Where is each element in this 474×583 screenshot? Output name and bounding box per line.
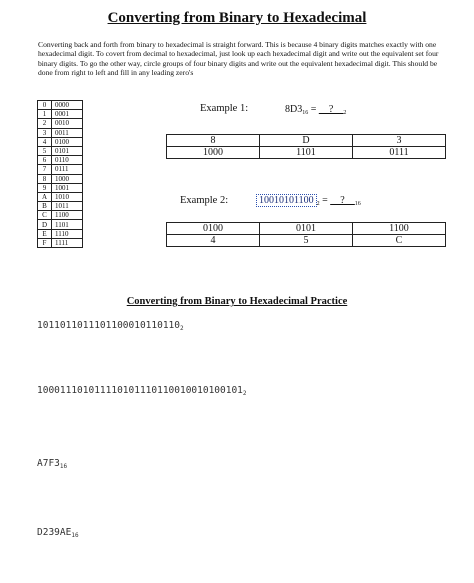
example-2-binary-cell: 0100 <box>167 223 260 235</box>
example-2-to-base: 16 <box>354 201 361 207</box>
lookup-row <box>38 202 83 211</box>
example-2-from-base: 2 <box>316 201 320 207</box>
lookup-row <box>38 192 83 201</box>
lookup-binary-cell: 1111 <box>52 238 83 247</box>
lookup-binary-cell: 0001 <box>52 110 83 119</box>
hex-binary-lookup-table <box>37 100 83 248</box>
lookup-row <box>38 101 83 110</box>
lookup-binary-cell: 1000 <box>52 174 83 183</box>
intro-paragraph: Converting back and forth from binary to hexadecimal is straight forward. This is because 4 binary digits matches exactly with one hexadecimal digit. To covert from decimal to hexadecimal, just look up each hexadecimal digit and write out the equivalent set four binary digits. To go the other way, circle groups of four binary digits and write out the equivalent hexadecimal digit. This should be done from right to left and fill in any leading zero's <box>38 40 439 78</box>
example-2-equals: = <box>319 195 331 206</box>
example-1-problem <box>285 104 346 116</box>
example-2-label: Example 2: <box>180 195 229 206</box>
practice-problem-value: 100011101011110101110110010010100101 <box>37 385 243 396</box>
practice-problem-1 <box>37 320 184 332</box>
lookup-hex-cell: 1 <box>38 110 52 119</box>
lookup-binary-cell: 1001 <box>52 183 83 192</box>
practice-problem-base: 16 <box>71 532 79 539</box>
example-2-blank: __?__ <box>330 195 355 206</box>
lookup-binary-cell: 0000 <box>52 101 83 110</box>
example-1-binary-cell: 1000 <box>167 147 260 159</box>
lookup-binary-cell: 0101 <box>52 146 83 155</box>
lookup-row <box>38 238 83 247</box>
lookup-binary-cell: 0011 <box>52 128 83 137</box>
practice-problem-2 <box>37 385 247 397</box>
lookup-row <box>38 183 83 192</box>
example-2-hex-row <box>167 235 446 247</box>
lookup-row <box>38 156 83 165</box>
lookup-hex-cell: F <box>38 238 52 247</box>
lookup-row <box>38 220 83 229</box>
lookup-row <box>38 174 83 183</box>
lookup-hex-cell: 0 <box>38 101 52 110</box>
lookup-binary-cell: 1011 <box>52 202 83 211</box>
lookup-hex-cell: A <box>38 192 52 201</box>
lookup-binary-cell: 0111 <box>52 165 83 174</box>
lookup-hex-cell: 2 <box>38 119 52 128</box>
example-1-equals: = <box>308 104 319 115</box>
lookup-binary-cell: 1100 <box>52 211 83 220</box>
lookup-row <box>38 165 83 174</box>
example-2-binary-row <box>167 223 446 235</box>
lookup-binary-cell: 1110 <box>52 229 83 238</box>
practice-problem-value: D239AE <box>37 527 72 538</box>
practice-problem-base: 16 <box>59 463 68 470</box>
practice-problem-value: A7F3 <box>37 458 60 469</box>
lookup-row <box>38 146 83 155</box>
lookup-hex-cell: E <box>38 229 52 238</box>
lookup-binary-cell: 1010 <box>52 192 83 201</box>
lookup-row <box>38 119 83 128</box>
lookup-row <box>38 110 83 119</box>
lookup-hex-cell: B <box>38 202 52 211</box>
example-2-hex-cell: 4 <box>167 235 260 247</box>
example-1-hex-row <box>167 135 446 147</box>
example-2-problem <box>256 195 361 207</box>
lookup-hex-cell: 3 <box>38 128 52 137</box>
lookup-binary-cell: 0110 <box>52 156 83 165</box>
practice-problem-value: 1011011011101100010110110 <box>37 320 180 331</box>
lookup-hex-cell: C <box>38 211 52 220</box>
example-1-binary-cell: 1101 <box>260 147 353 159</box>
practice-problem-4 <box>37 527 79 539</box>
example-1-to-base: 2 <box>343 110 347 116</box>
practice-problem-base: 2 <box>242 390 247 397</box>
example-1-from-base: 16 <box>302 110 309 116</box>
practice-problem-3 <box>37 458 67 470</box>
page-title: Converting from Binary to Hexadecimal <box>107 10 367 26</box>
example-1-binary-cell: 0111 <box>353 147 446 159</box>
example-1-binary-row <box>167 147 446 159</box>
lookup-binary-cell: 0010 <box>52 119 83 128</box>
lookup-hex-cell: D <box>38 220 52 229</box>
example-2-number: 10010101100 <box>256 194 317 207</box>
example-2-hex-cell: 5 <box>260 235 353 247</box>
lookup-row <box>38 211 83 220</box>
example-1-blank: __?__ <box>318 104 344 115</box>
lookup-hex-cell: 4 <box>38 137 52 146</box>
example-2-hex-cell: C <box>353 235 446 247</box>
example-1-hex-cell: 3 <box>353 135 446 147</box>
lookup-row <box>38 137 83 146</box>
example-2-binary-cell: 1100 <box>353 223 446 235</box>
example-1-hex-cell: 8 <box>167 135 260 147</box>
example-1-label: Example 1: <box>200 103 249 114</box>
lookup-binary-cell: 0100 <box>52 137 83 146</box>
lookup-hex-cell: 5 <box>38 146 52 155</box>
lookup-row <box>38 229 83 238</box>
lookup-binary-cell: 1101 <box>52 220 83 229</box>
practice-problem-base: 2 <box>180 325 184 332</box>
example-1-table <box>166 134 446 159</box>
practice-title: Converting from Binary to Hexadecimal Practice <box>126 296 348 307</box>
example-2-binary-cell: 0101 <box>260 223 353 235</box>
lookup-hex-cell: 6 <box>38 156 52 165</box>
example-1-number: 8D3 <box>285 104 303 115</box>
lookup-hex-cell: 9 <box>38 183 52 192</box>
lookup-hex-cell: 7 <box>38 165 52 174</box>
example-2-table <box>166 222 446 247</box>
example-1-hex-cell: D <box>260 135 353 147</box>
lookup-hex-cell: 8 <box>38 174 52 183</box>
lookup-row <box>38 128 83 137</box>
